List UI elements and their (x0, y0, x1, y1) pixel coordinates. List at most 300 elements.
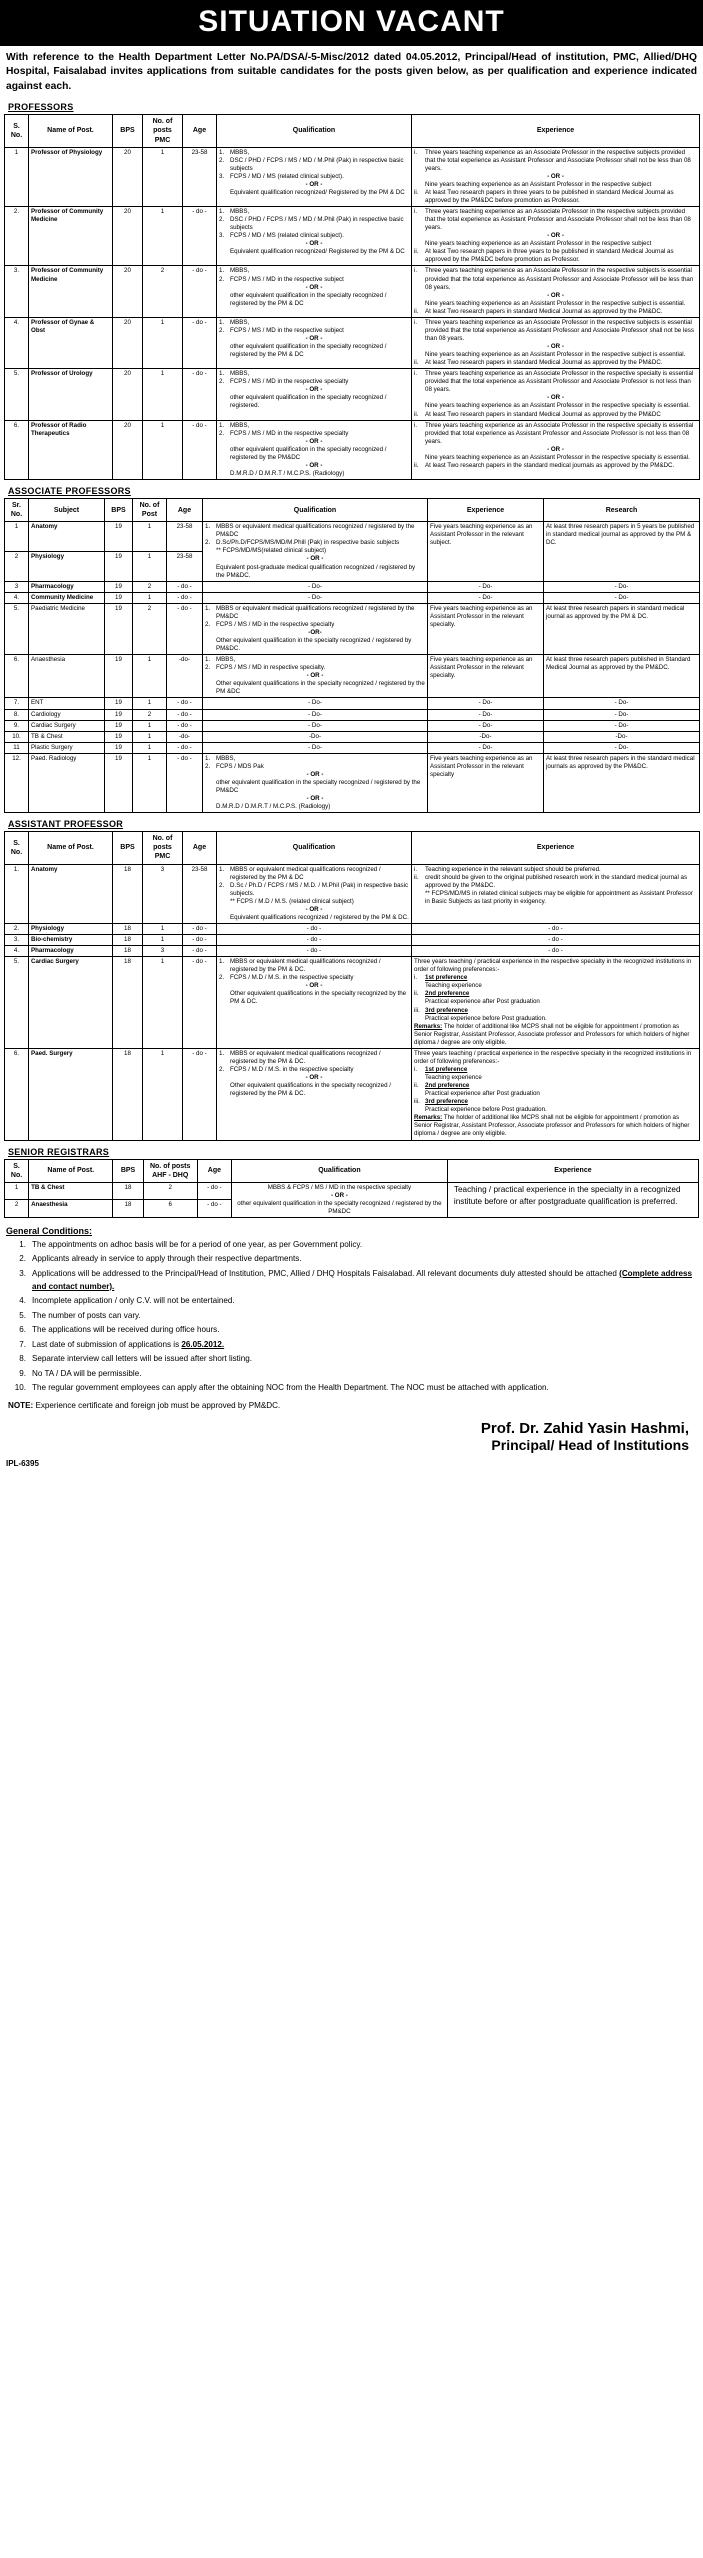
cell-sno: 6. (5, 655, 29, 698)
cell-no-of-posts: 1 (143, 207, 183, 266)
table-row (5, 946, 700, 957)
cell-bps: 18 (113, 957, 143, 1049)
qual-list-text: D.Sc / Ph.D / FCPS / MS / M.D. / M.Phil (Pak) in respective basic subjects. (230, 881, 409, 897)
qual-list (219, 149, 409, 181)
exp-or: - OR - (547, 172, 564, 180)
table-row (5, 581, 700, 592)
exp-preference-text: 3rd preference Practical experience before Post graduation. (425, 1098, 547, 1114)
cell-sno: 12. (5, 753, 29, 812)
qual-list-item (219, 232, 409, 240)
cell-age: 23-58 (167, 522, 203, 552)
cell-experience (412, 957, 700, 1049)
cell-no-of-posts: 3 (143, 946, 183, 957)
col-name-of-post: Name of Post. (29, 832, 113, 864)
qual-or: - OR - (305, 905, 323, 913)
exp-list (414, 208, 697, 232)
exp-tail-list-marker: ii. (414, 410, 419, 418)
qual-list-marker: 2. (219, 881, 225, 889)
qual-list-item (205, 605, 425, 621)
cell-age: - do - (167, 709, 203, 720)
col-sno-l1: S. (13, 122, 20, 130)
exp-list-text: Three years teaching experience as an Associate Professor in the respective specialty is essential provided that the total experience as Assistant Professor and Associate Professor is not less than 08 years. (425, 370, 694, 394)
cell-bps: 19 (105, 603, 133, 654)
qual-tail: Equivalent qualification recognized/ Registered by the PM & DC (230, 188, 405, 196)
qual-list-item (219, 430, 409, 438)
col-no-of-posts (143, 832, 183, 864)
qual-list-text: FCPS / MS / MD in the respective subject (230, 275, 344, 283)
qual-list-marker: 2. (219, 1065, 225, 1073)
qual-tail: Other equivalent qualification in the specialty recognized / registered by PM&DC. (216, 637, 412, 653)
cell-age: - do - (167, 720, 203, 731)
qual-list-marker: 1. (205, 523, 211, 531)
exp-list-text: Teaching experience in the relevant subject should be preferred. (425, 865, 601, 873)
cell-experience (412, 1048, 700, 1140)
qual-list-text: MBBS or equivalent medical qualifications recognized / registered by the PM&DC (216, 604, 415, 620)
general-condition-number: 4. (19, 1296, 26, 1306)
exp-mid: Nine years teaching experience as an Assistant Professor in the respective specialty is essential. (425, 453, 690, 461)
exp-preference-item (414, 1098, 697, 1114)
qual-tail: other equivalent qualification in the specialty recognized / registered by the PM&DC (216, 778, 421, 795)
cell-name-of-post: Professor of Gynae & Obst (29, 317, 113, 368)
exp-tail-list-marker: ii. (414, 461, 419, 469)
col-sno-l1: S. (13, 1162, 20, 1170)
table-row (5, 655, 700, 698)
qual-or: - OR - (305, 283, 323, 291)
exp-tail-list-text: At least Two research papers in standard Medical Journal as approved by the PM&DC. (425, 307, 663, 315)
cell-bps: 19 (105, 698, 133, 709)
exp-list (414, 319, 697, 343)
qual-list-text: FCPS / M.D / M.S. in the respective specialty (230, 1065, 354, 1073)
general-condition-text: Applications will be addressed to the Principal/Head of Institution, PMC, Allied / DHQ Hospitals Faisalabad. All relevant documents duly attested should be attached (Complete address and contact number). (32, 1269, 692, 1291)
table-row (5, 207, 700, 266)
qual-list-text: DSC / PHD / FCPS / MS / MD / M.Phil (Pak) in respective basic subjects (230, 216, 404, 232)
qual-list-text: FCPS / MD / MS (related clinical subject). (230, 172, 344, 180)
col-no-of-posts (143, 115, 183, 147)
exp-tail-list-marker: ii. (414, 359, 419, 367)
qual-list-item (219, 882, 409, 898)
qual-ditto: - do - (306, 947, 322, 955)
qual-list-text: MBBS or equivalent medical qualifications recognized / registered by the PM & DC. (230, 958, 381, 974)
cell-no-of-post: 2 (133, 603, 167, 654)
cell-experience: - Do- (428, 720, 544, 731)
qual-or: - OR - (305, 240, 323, 248)
exp-list-item (414, 874, 697, 890)
note-label: NOTE: (8, 1400, 34, 1410)
exp-list-item (414, 149, 697, 173)
cell-no-of-post: 1 (133, 753, 167, 812)
cell-sno: 4. (5, 317, 29, 368)
cell-sno: 6. (5, 420, 29, 479)
exp-ditto: - do - (548, 924, 563, 932)
table-row (5, 369, 700, 420)
cell-research: - Do- (544, 698, 700, 709)
cell-age: - do - (183, 420, 217, 479)
table-row (5, 753, 700, 812)
qual-list-marker: 1. (219, 421, 225, 429)
cell-age: - do - (167, 603, 203, 654)
qual-list-marker: 2. (219, 429, 225, 437)
cell-experience (412, 266, 700, 317)
table-row (5, 1182, 699, 1200)
cell-sno: 4. (5, 946, 29, 957)
cell-age: - do - (183, 957, 217, 1049)
table-row (5, 742, 700, 753)
signatory-name: Prof. Dr. Zahid Yasin Hashmi, (480, 1419, 689, 1437)
qual-ditto: - do - (306, 936, 322, 944)
col-bps: BPS (105, 499, 133, 522)
exp-preference-item (414, 1066, 697, 1082)
cell-no-of-posts: 1 (143, 1048, 183, 1140)
exp-preference-item (414, 1007, 697, 1023)
cell-no-of-post: 1 (133, 592, 167, 603)
col-qualification: Qualification (203, 499, 428, 522)
general-condition-text: No TA / DA will be permissible. (32, 1368, 142, 1378)
exp-or: - OR - (547, 445, 564, 453)
col-name-of-post: Name of Post. (29, 115, 113, 147)
cell-no-of-post: 1 (133, 551, 167, 581)
cell-bps: 19 (105, 742, 133, 753)
qual-or-2: - OR - (305, 461, 323, 469)
qual-list (205, 656, 425, 672)
cell-bps: 18 (113, 1182, 143, 1200)
general-condition-text: The appointments on adhoc basis will be for a period of one year, as per Government policy. (32, 1239, 363, 1249)
table-row (5, 720, 700, 731)
exp-tail-list (414, 359, 697, 367)
qual-tail: other equivalent qualification in the specialty recognized / registered by the PM & DC (230, 343, 387, 359)
assistant-professor-body (5, 864, 700, 1140)
cell-name-of-post: Physiology (29, 923, 113, 934)
cell-sno: 1 (5, 1182, 29, 1200)
qual-tail-2: D.M.R.D / D.M.R.T / M.C.P.S. (Radiology) (230, 469, 345, 477)
exp-mid: Nine years teaching experience as an Assistant Professor in the respective subject is essential. (425, 299, 686, 307)
exp-mid: Nine years teaching experience as an Assistant Professor in the respective subject (425, 240, 652, 248)
qual-list-item (219, 422, 409, 430)
col-sno-l2: No. (10, 1171, 23, 1179)
qual-tail: Other equivalent qualifications in the specialty recognized / registered by the PM &DC (216, 680, 425, 696)
exp-tail-list-item (414, 359, 697, 367)
exp-list-text: Three years teaching experience as an Associate Professor in the respective subjects is essential provided that the total experience as Assistant Professor and Associate Professor shall not be less than 08 years. (425, 318, 694, 342)
qual-list-marker: 2. (219, 378, 225, 386)
table-row (5, 603, 700, 654)
cell-experience (412, 864, 700, 923)
cell-qualification: - Do- (203, 720, 428, 731)
exp-tail-list (414, 462, 697, 470)
exp-tail-list-marker: ii. (414, 188, 419, 196)
cell-qualification (203, 655, 428, 698)
qual-list-text: MBBS, (216, 754, 236, 762)
exp-preference-marker: iii. (414, 1006, 420, 1014)
exp-preference-item (414, 1082, 697, 1098)
signatory-designation: Principal/ Head of Institutions (491, 1436, 689, 1453)
qual-list-text: D.Sc/Ph.D/FCPS/MS/MD/M.Phill (Pak) in respective basic subjects (216, 539, 400, 547)
exp-tail-list (414, 411, 697, 419)
exp-list-marker: ii. (414, 873, 419, 881)
cell-qualification: - Do- (203, 742, 428, 753)
exp-tail-list-text: At least Two research papers in three years to be published in standard Medical Journal as approved by the PM&DC before promotion as Professor. (425, 188, 674, 204)
cell-bps: 19 (105, 720, 133, 731)
cell-name-of-post: Cardiac Surgery (29, 957, 113, 1049)
cell-qualification (217, 1048, 412, 1140)
cell-name-of-post: TB & Chest (29, 1182, 113, 1200)
general-condition-text: The regular government employees can apply after the obtaining NOC from the Health Department. The NOC must be attached with application. (32, 1383, 549, 1393)
qual-list-text: FCPS / MS / MD in the respective specialty (230, 378, 349, 386)
exp-tail-list (414, 308, 697, 316)
cell-subject: Cardiac Surgery (29, 720, 105, 731)
qual-list-item (205, 523, 425, 539)
general-condition-item (8, 1368, 695, 1381)
cell-qualification (203, 522, 428, 581)
cell-sno: 10. (5, 731, 29, 742)
qual-list-text: MBBS, (230, 148, 250, 156)
table-header-row (5, 832, 700, 864)
qual-or-2: - OR - (306, 795, 324, 803)
cell-age: - do - (167, 581, 203, 592)
col-experience: Experience (412, 832, 700, 864)
general-condition-item (8, 1353, 695, 1366)
cell-bps: 19 (105, 655, 133, 698)
col-qualification: Qualification (217, 832, 412, 864)
cell-qualification (203, 753, 428, 812)
exp-tail-list-text: At least Two research papers in standard Medical Journal as approved by the PM&DC. (425, 359, 663, 367)
table-row (5, 420, 700, 479)
table-header-row (5, 115, 700, 147)
exp-tail-list-item (414, 462, 697, 470)
col-posts-l2: posts (153, 127, 172, 135)
qual-list-text: MBBS, (230, 267, 250, 275)
general-condition-number: 10. (14, 1383, 26, 1393)
cell-qualification (217, 957, 412, 1049)
cell-subject: ENT (29, 698, 105, 709)
cell-no-of-posts: 1 (143, 147, 183, 206)
exp-list-text: Three years teaching experience as an Associate Professor in the respective subjects provided that the total experience as Assistant Professor and Associate Professor shall not be less than 08 years. (425, 208, 691, 232)
qual-list (219, 866, 409, 898)
section-heading-assistant-professor: ASSISTANT PROFESSOR (8, 819, 124, 830)
exp-preference-list (414, 974, 697, 1022)
exp-preference-text: 1st preference Teaching experience (425, 1065, 482, 1082)
associate-professors-table (4, 498, 700, 813)
cell-sno: 9. (5, 720, 29, 731)
qual-list-marker: 1. (205, 604, 211, 612)
general-condition-text: Incomplete application / only C.V. will not be entertained. (32, 1296, 235, 1306)
qual-tail: other equivalent qualification in the specialty recognized / registered by the PM&DC (230, 445, 387, 461)
general-condition-text: The number of posts can vary. (32, 1310, 141, 1320)
cell-name-of-post: Professor of Radio Therapeutics (29, 420, 113, 479)
cell-age: - do - (183, 317, 217, 368)
cell-qualification (217, 923, 412, 934)
cell-sno: 8. (5, 709, 29, 720)
table-row (5, 698, 700, 709)
cell-no-of-post: 1 (133, 742, 167, 753)
general-condition-item (8, 1239, 695, 1252)
cell-sno: 1 (5, 147, 29, 206)
col-no-of-post (133, 499, 167, 522)
cell-age: - do - (167, 742, 203, 753)
general-conditions-heading: General Conditions: (6, 1225, 93, 1236)
qual-list-text: FCPS / MS / MD in the respective specialty (230, 429, 349, 437)
cell-name-of-post: Pharmacology (29, 946, 113, 957)
exp-list (414, 149, 697, 173)
cell-experience (412, 935, 700, 946)
cell-experience (412, 923, 700, 934)
senior-registrars-body (5, 1182, 699, 1217)
cell-sno: 6. (5, 1048, 29, 1140)
exp-or: - OR - (547, 343, 564, 351)
col-posts-l1: No. of (139, 502, 160, 510)
exp-preference-item (414, 974, 697, 990)
cell-name-of-post: Professor of Community Medicine (29, 207, 113, 266)
qual-list-text: FCPS / MS / MD in the respective subject (230, 326, 344, 334)
exp-list-item (414, 319, 697, 343)
cell-bps: 18 (113, 1048, 143, 1140)
cell-age: - do - (183, 266, 217, 317)
cell-name-of-post: Bio-chemistry (29, 935, 113, 946)
cell-experience (412, 946, 700, 957)
qual-list-text: MBBS or equivalent medical qualifications recognized / registered by the PM & DC (230, 865, 381, 881)
cell-experience: -Do- (428, 731, 544, 742)
cell-qualification: - Do- (203, 581, 428, 592)
qual-list-marker: 2. (205, 762, 211, 770)
cell-sno: 2 (5, 1200, 29, 1218)
exp-list-text: Three years teaching experience as an Associate Professor in the respective subjects is essential provided that the total experience as Assistant Professor and Associate Professor will be less than 08 years. (425, 267, 694, 291)
qual-list-text: MBBS, (230, 370, 250, 378)
cell-qualification (217, 207, 412, 266)
cell-age: - do - (197, 1200, 231, 1218)
general-conditions-list (0, 1239, 703, 1395)
cell-age: -do- (167, 731, 203, 742)
cell-qualification (203, 603, 428, 654)
qual-list-item (219, 378, 409, 386)
cell-sno: 3. (5, 266, 29, 317)
table-header-row (5, 499, 700, 522)
exp-tail-list-text: At least Two research papers in standard Medical Journal as approved by the PM&DC (425, 410, 661, 418)
qual-list-marker: 2. (219, 974, 225, 982)
exp-list (414, 267, 697, 291)
qual-list-marker: 2. (205, 664, 211, 672)
qual-list (219, 208, 409, 240)
col-bps: BPS (113, 1159, 143, 1182)
qual-list-text: FCPS / M.D / M.S. in the respective specialty (230, 974, 354, 982)
col-posts-l1: No. of posts (149, 1162, 191, 1170)
col-bps: BPS (113, 832, 143, 864)
page-title: SITUATION VACANT (0, 0, 703, 46)
table-row (5, 935, 700, 946)
exp-tail-list-item (414, 189, 697, 205)
cell-no-of-post: 1 (133, 698, 167, 709)
cell-age: - do - (183, 207, 217, 266)
col-posts-l3: PMC (154, 136, 171, 144)
cell-no-of-posts: 1 (143, 369, 183, 420)
cell-age: - do - (167, 698, 203, 709)
qual-or: - OR - (305, 437, 323, 445)
qual-list-item (219, 1050, 409, 1066)
cell-sno: 2. (5, 207, 29, 266)
cell-age: 23-58 (183, 147, 217, 206)
qual-or: - OR - (305, 982, 323, 990)
cell-name-of-post: Anaesthesia (29, 1200, 113, 1218)
general-condition-number: 2. (19, 1254, 26, 1264)
qual-main: MBBS & FCPS / MS / MD in the respective specialty (267, 1183, 412, 1191)
cell-research: At least three research papers in standard medical journal as approved by the PM & DC. (544, 603, 700, 654)
exp-tail-list-marker: ii. (414, 307, 419, 315)
cell-qualification: - Do- (203, 592, 428, 603)
cell-research: At least three research papers in 5 years be published in standard medical journal as approved by the PM & DC. (544, 522, 700, 581)
cell-subject: Anatomy (29, 522, 105, 552)
cell-experience: Five years teaching experience as an Assistant Professor in the relevant specialty. (428, 655, 544, 698)
exp-intro: Three years teaching / practical experience in the respective specialty in the recognized institutions in order of following preferences:- (414, 1049, 692, 1065)
cell-experience: Five years teaching experience as an Assistant Professor in the relevant subject. (428, 522, 544, 581)
qual-tail: other equivalent qualification in the specialty recognized / registered by the PM&DC (237, 1199, 442, 1215)
col-age: Age (167, 499, 203, 522)
cell-bps: 20 (113, 420, 143, 479)
qual-list-item (219, 319, 409, 327)
cell-age: - do - (183, 369, 217, 420)
general-condition-number: 8. (19, 1354, 26, 1364)
qual-list-text: FCPS / MD / MS (related clinical subject). (230, 232, 344, 240)
col-sno-l2: No. (10, 511, 23, 519)
qual-list-item (205, 664, 425, 672)
qual-list-item (219, 866, 409, 882)
exp-preference-text: 3rd preference Practical experience before Post graduation. (425, 1006, 547, 1022)
col-sno-l1: Sr. (12, 502, 21, 510)
qual-list-item (219, 216, 409, 232)
col-research: Research (544, 499, 700, 522)
qual-list-marker: 2. (205, 539, 211, 547)
qual-list-item (219, 370, 409, 378)
col-qualification: Qualification (217, 115, 412, 147)
qual-list-marker: 1. (205, 656, 211, 664)
note-text: Experience certificate and foreign job must be approved by PM&DC. (35, 1400, 281, 1410)
qual-list-item (205, 755, 425, 763)
note-line (0, 1397, 703, 1412)
cell-bps: 19 (105, 522, 133, 552)
cell-no-of-post: 1 (133, 720, 167, 731)
qual-list-item (219, 208, 409, 216)
exp-list-item (414, 866, 697, 874)
qual-list-marker: 3. (219, 232, 225, 240)
exp-list-item (414, 267, 697, 291)
col-sno-l1: S. (13, 839, 20, 847)
cell-age: -do- (167, 655, 203, 698)
cell-sno: 2. (5, 923, 29, 934)
cell-experience: Five years teaching experience as an Assistant Professor in the relevant specialty. (428, 603, 544, 654)
cell-qualification (217, 266, 412, 317)
qual-list (205, 755, 425, 771)
cell-research: At least three research papers published in Standard Medical Journal as approved by the PM&DC. (544, 655, 700, 698)
qual-list-item (219, 149, 409, 157)
general-condition-item (8, 1324, 695, 1337)
general-condition-item (8, 1253, 695, 1266)
exp-list-marker: i. (414, 370, 418, 378)
general-condition-item (8, 1268, 695, 1293)
qual-list-item (205, 621, 425, 629)
exp-preference-text: 2nd preference Practical experience after Post graduation (425, 1082, 540, 1098)
qual-list-text: FCPS / MDS Pak (216, 762, 264, 770)
cell-experience: Teaching / practical experience in the specialty in a recognized institute before or after postgraduate qualification is preferred. (447, 1182, 698, 1217)
cell-research: - Do- (544, 709, 700, 720)
cell-no-of-post: 1 (133, 522, 167, 552)
qual-list (219, 267, 409, 283)
general-condition-text: Applicants already in service to apply through their respective departments. (32, 1254, 302, 1264)
cell-name-of-post: Professor of Urology (29, 369, 113, 420)
col-sno (5, 115, 29, 147)
table-row (5, 957, 700, 1049)
qual-list-text: MBBS or equivalent medical qualifications recognized / registered by the PM&DC (216, 523, 415, 539)
qual-list-text: MBBS, (230, 208, 250, 216)
exp-preference-item (414, 990, 697, 1006)
exp-preference-text: 2nd preference Practical experience after Post graduation (425, 990, 540, 1006)
cell-no-of-post: 1 (133, 655, 167, 698)
table-row (5, 923, 700, 934)
